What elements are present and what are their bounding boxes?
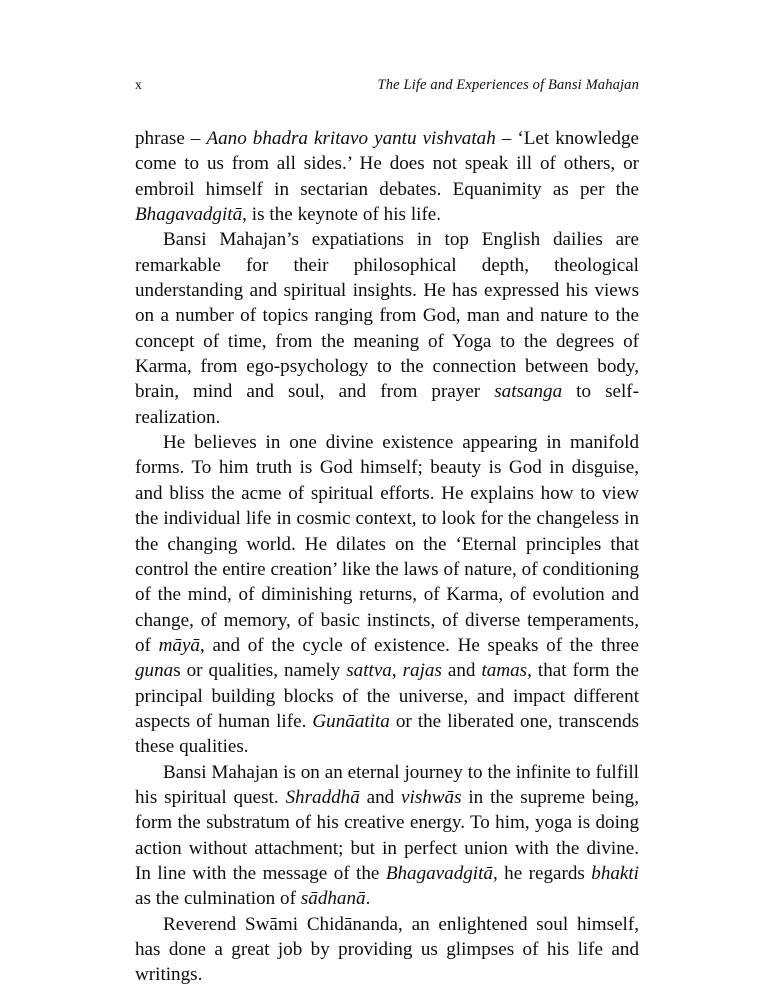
italic-run: Gunāatita xyxy=(312,710,390,732)
roman-run: as the culmination of xyxy=(135,888,301,910)
italic-run: Shraddhā xyxy=(285,786,360,808)
roman-run: Reverend Swāmi Chidānanda, an enlightened soul himself, has done a great job by providing us glimpses of his life and writings. xyxy=(135,913,639,986)
roman-run: He believes in one divine existence appearing in manifold forms. To him truth is God himself; beauty is God in disguise, and bliss the acme of spiritual efforts. He explains how to view the individual life in cosmic context, to look for the changeless in the changing world. He dilates on the ‘Eternal principles that control the entire creation’ like the laws of nature, of conditioning of the mind, of diminishing returns, of Karma, of evolution and change, of memory, of basic instincts, of diverse temperaments, of xyxy=(135,432,639,656)
paragraph xyxy=(135,912,639,988)
italic-run: bhakti xyxy=(591,862,639,884)
page-folio: x xyxy=(135,77,142,92)
roman-run: phrase – xyxy=(135,128,207,149)
italic-run: satsanga xyxy=(494,381,563,403)
italic-run: tamas xyxy=(481,660,528,682)
roman-run: Bansi Mahajan’s expatiations in top English dailies are remarkable for their philosophical depth, theological understanding and spiritual insights. He has expressed his views on a number of topics ranging from God, man and nature to the concept of time, from the meaning of Yoga to the degrees of Karma, from ego-psychology to the connection between body, brain, mind and soul, and from prayer xyxy=(135,229,639,403)
paragraph xyxy=(135,227,639,430)
italic-run: Bhagavadgitā xyxy=(135,204,243,226)
paragraph xyxy=(135,760,639,912)
roman-run: s or qualities, namely xyxy=(173,660,347,682)
roman-run: , that form the principal building blocks of the universe, and impact different aspects of human life. xyxy=(135,660,639,732)
roman-run: – ‘Let knowledge come to us from all sides.’ He does not speak ill of others, or embroil himself in sectarian debates. Equanimity as per the xyxy=(135,128,639,200)
roman-run: . xyxy=(365,888,371,910)
body-text-block xyxy=(135,126,639,988)
roman-run: in the supreme being, form the substratum of his creative energy. To him, yoga is doing action without attachment; but in perfect union with the divine. In line with the message of the xyxy=(135,786,639,884)
italic-run: Bhagavadgitā xyxy=(385,862,493,884)
italic-run: sādhanā xyxy=(300,888,366,910)
roman-run: and xyxy=(359,786,402,808)
roman-run: Bansi Mahajan is on an eternal journey to the infinite to fulfill his spiritual quest. xyxy=(135,761,639,808)
roman-run: , is the keynote of his life. xyxy=(242,204,442,226)
roman-run: and xyxy=(441,660,482,682)
roman-run: , and of the cycle of existence. He speaks of the three xyxy=(199,634,639,656)
roman-run: , he regards xyxy=(492,862,592,884)
roman-run: to self-realization. xyxy=(135,381,640,428)
roman-run: or the liberated one, transcends these qualities. xyxy=(135,710,639,758)
italic-run: māyā xyxy=(158,634,200,656)
italic-run: sattva, rajas xyxy=(346,660,442,682)
italic-run: vishwās xyxy=(401,786,462,808)
italic-run: guna xyxy=(135,660,174,682)
running-head xyxy=(135,78,639,96)
running-head-title: The Life and Experiences of Bansi Mahajan xyxy=(377,77,639,93)
italic-run: Aano bhadra kritavo yantu vishvatah xyxy=(206,128,496,149)
paragraph xyxy=(135,430,639,759)
paragraph xyxy=(135,126,639,227)
